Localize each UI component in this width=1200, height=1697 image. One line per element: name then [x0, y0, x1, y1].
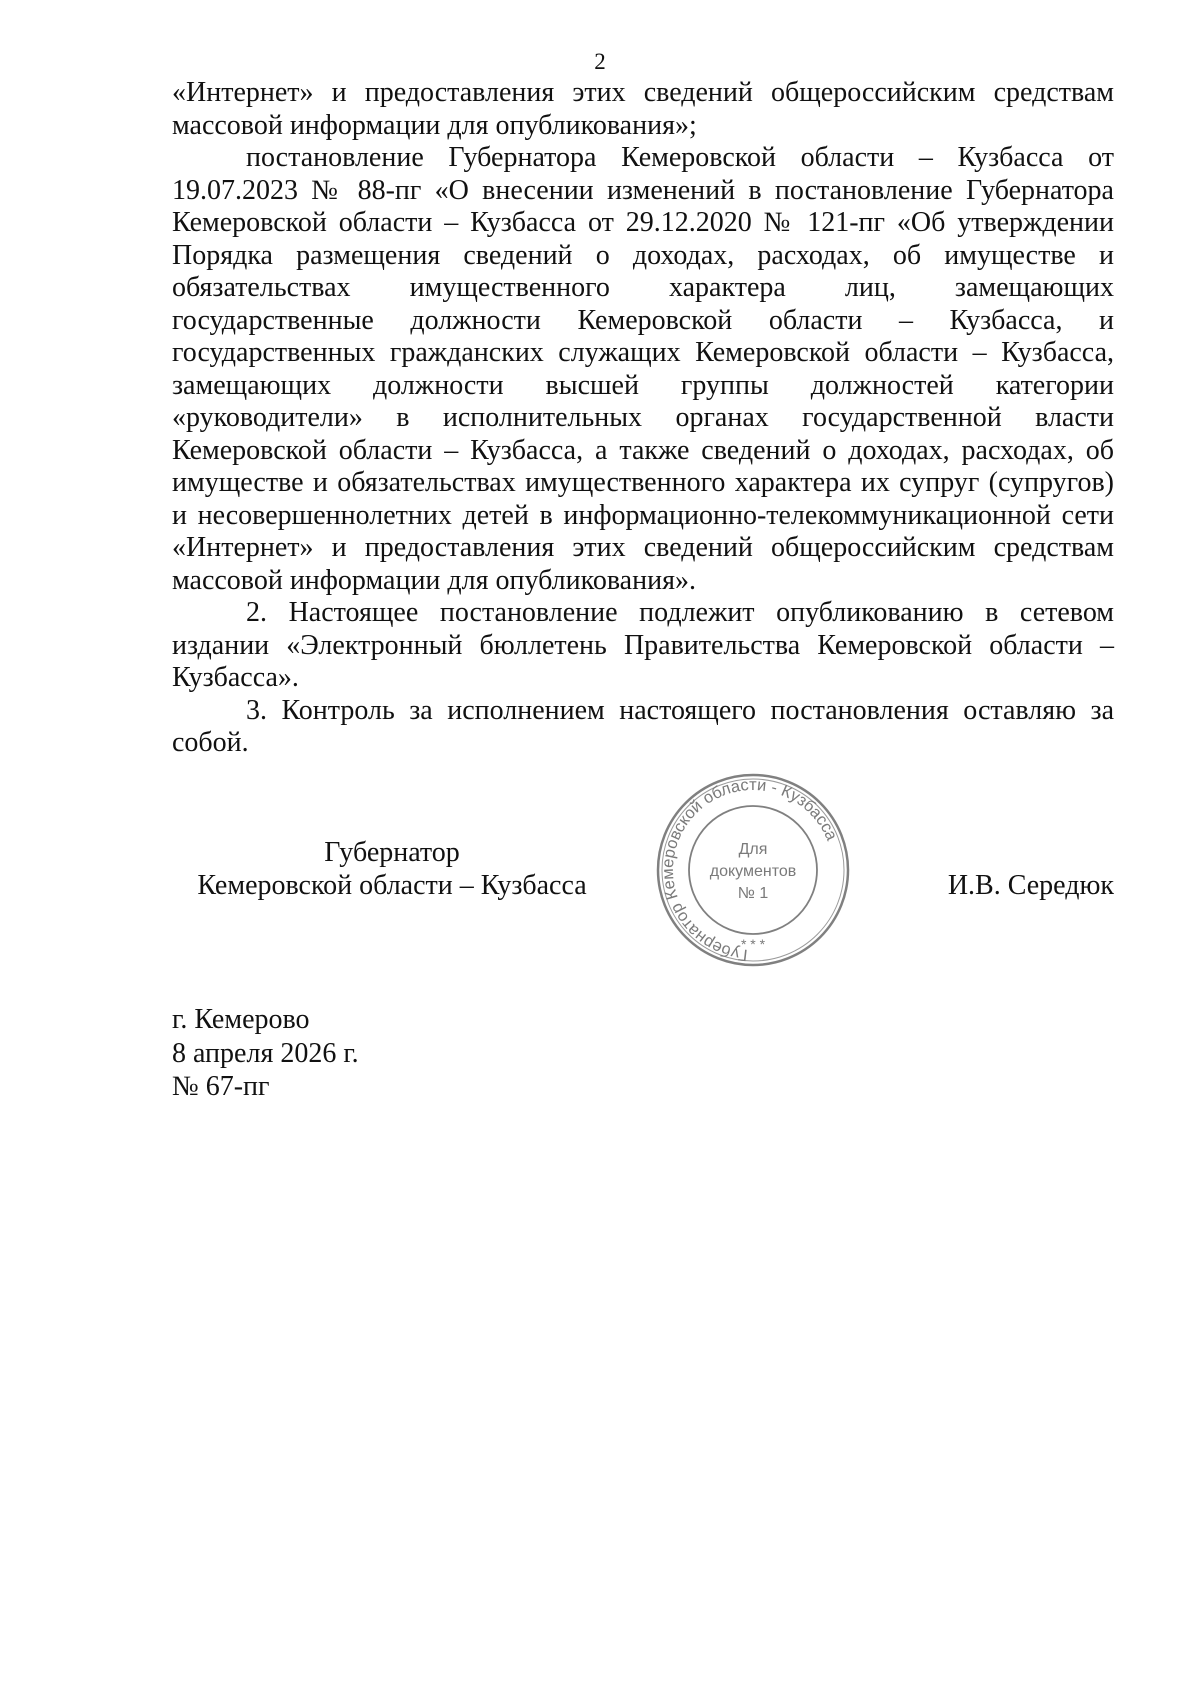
place-date-block: [172, 1003, 359, 1104]
document-city: г. Кемерово: [172, 1004, 310, 1035]
seal-stars: * * *: [740, 936, 766, 952]
paragraph-publication-clause: 2. Настоящее постановление подлежит опубликованию в сетевом издании «Электронный бюллетень Правительства Кемеровской области – Кузбасса».: [172, 597, 1114, 693]
paragraph-continuation: «Интернет» и предоставления этих сведений общероссийским средствам массовой информации для опубликования»;: [172, 77, 1114, 141]
page-number: 2: [594, 49, 606, 74]
official-seal: [653, 770, 853, 970]
seal-center-line2: документов: [709, 863, 797, 880]
seal-ring-text: Губернатор Кемеровской области - Кузбасса: [658, 775, 841, 964]
seal-center-line1: Для: [738, 841, 768, 858]
document-date: 8 апреля 2026 г.: [172, 1037, 359, 1069]
signatory-name: И.В. Середюк: [947, 870, 1114, 901]
signatory-title-line2: Кемеровской области – Кузбасса: [197, 870, 587, 901]
seal-graphic: [653, 770, 853, 970]
seal-center-line3: № 1: [737, 885, 769, 902]
signatory-title-line1: Губернатор: [324, 837, 460, 868]
document-body: [172, 77, 1114, 760]
document-number: № 67-пг: [172, 1071, 270, 1102]
paragraph-control-clause: 3. Контроль за исполнением настоящего постановления оставляю за собой.: [172, 694, 1114, 758]
signatory-title: [172, 836, 612, 902]
paragraph-decree-reference: постановление Губернатора Кемеровской области – Кузбасса от 19.07.2023 № 88-пг «О внесении изменений в постановление Губернатора Кемеровской области – Кузбасса от 29.12.2020 № 121-пг «Об утверждении Порядка размещения сведений о доходах, расходах, об имуществе и обязательствах имущественного характера лиц, замещающих государственные должности Кемеровской области – Кузбасса, и государственных гражданских служащих Кемеровской области – Кузбасса, замещающих должности высшей группы должностей категории «руководители» в исполнительных органах государственной власти Кемеровской области – Кузбасса, а также сведений о доходах, расходах, об имуществе и обязательствах имущественного характера их супруг (супругов) и несовершеннолетних детей в информационно-телекоммуникационной сети «Интернет» и предоставления этих сведений общероссийским средствам массовой информации для опубликования».: [172, 142, 1114, 596]
